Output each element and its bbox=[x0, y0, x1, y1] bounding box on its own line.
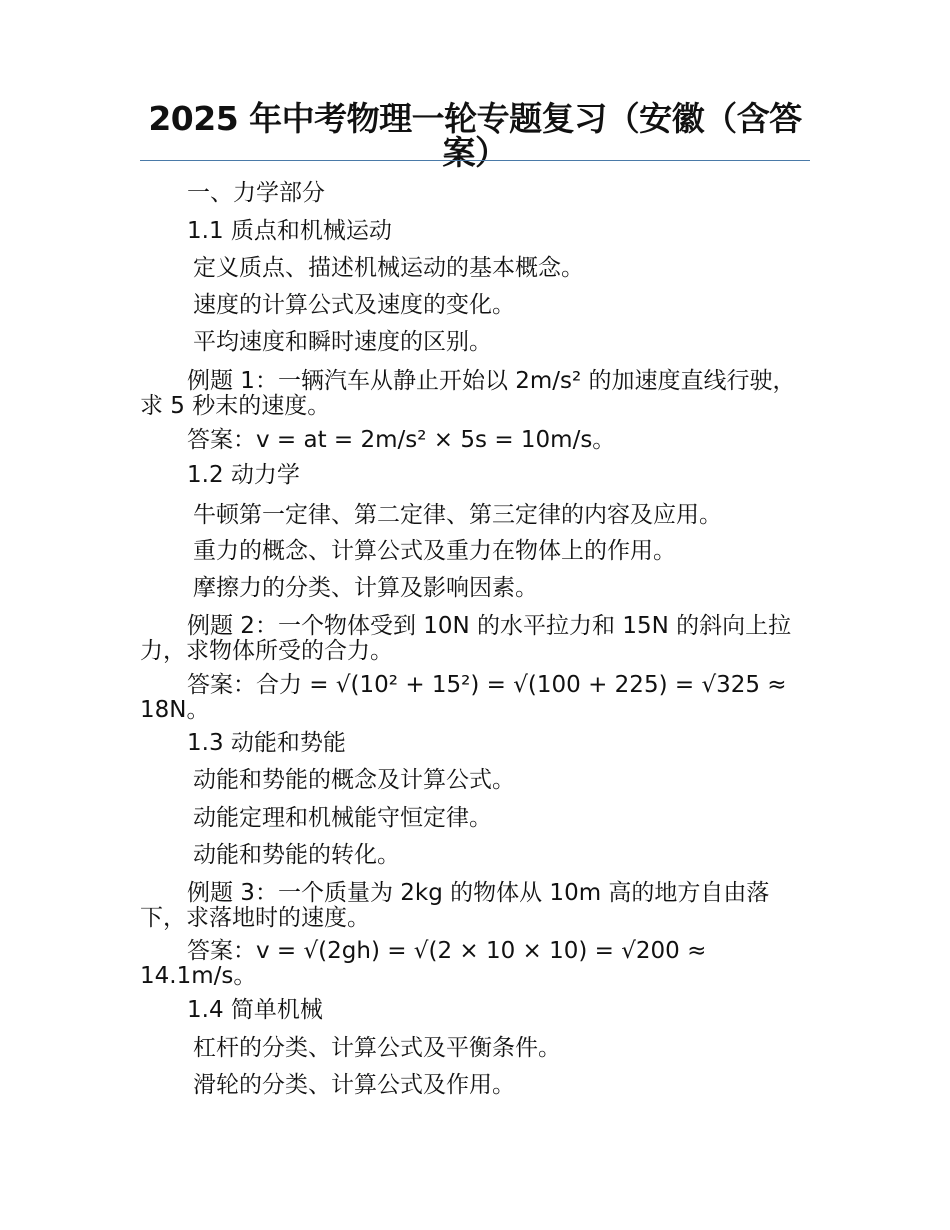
document-title: 2025 年中考物理一轮专题复习（安徽（含答案） bbox=[148, 99, 802, 172]
example-answer: 答案：v = √(2gh) = √(2 × 10 × 10) = √200 ≈ 14.1m/s。 bbox=[140, 938, 707, 989]
list-item: 摩擦力的分类、计算及影响因素。 bbox=[193, 575, 538, 601]
example-question: 例题 2：一个物体受到 10N 的水平拉力和 15N 的斜向上拉力，求物体所受的合力。 bbox=[140, 613, 792, 664]
subsection-heading: 1.1 质点和机械运动 bbox=[187, 218, 392, 244]
example-question: 例题 3：一个质量为 2kg 的物体从 10m 高的地方自由落下，求落地时的速度。 bbox=[140, 880, 770, 931]
list-item: 动能和势能的转化。 bbox=[193, 842, 400, 868]
list-item: 动能和势能的概念及计算公式。 bbox=[193, 767, 515, 793]
list-item: 滑轮的分类、计算公式及作用。 bbox=[193, 1072, 515, 1098]
subsection-heading: 1.4 简单机械 bbox=[187, 997, 323, 1023]
list-item: 平均速度和瞬时速度的区别。 bbox=[193, 329, 492, 355]
example-question: 例题 1：一辆汽车从静止开始以 2m/s² 的加速度直线行驶，求 5 秒末的速度。 bbox=[140, 368, 796, 419]
list-item: 牛顿第一定律、第二定律、第三定律的内容及应用。 bbox=[193, 502, 722, 528]
example-answer: 答案：v = at = 2m/s² × 5s = 10m/s。 bbox=[187, 427, 616, 453]
list-item: 速度的计算公式及速度的变化。 bbox=[193, 292, 515, 318]
section-heading: 一、力学部分 bbox=[187, 180, 325, 206]
list-item: 重力的概念、计算公式及重力在物体上的作用。 bbox=[193, 538, 676, 564]
list-item: 动能定理和机械能守恒定律。 bbox=[193, 805, 492, 831]
subsection-heading: 1.3 动能和势能 bbox=[187, 730, 346, 756]
example-answer: 答案：合力 = √(10² + 15²) = √(100 + 225) = √325 ≈ 18N。 bbox=[140, 672, 787, 723]
list-item: 杠杆的分类、计算公式及平衡条件。 bbox=[193, 1035, 561, 1061]
title-underline bbox=[140, 160, 810, 161]
list-item: 定义质点、描述机械运动的基本概念。 bbox=[193, 255, 584, 281]
subsection-heading: 1.2 动力学 bbox=[187, 462, 300, 488]
